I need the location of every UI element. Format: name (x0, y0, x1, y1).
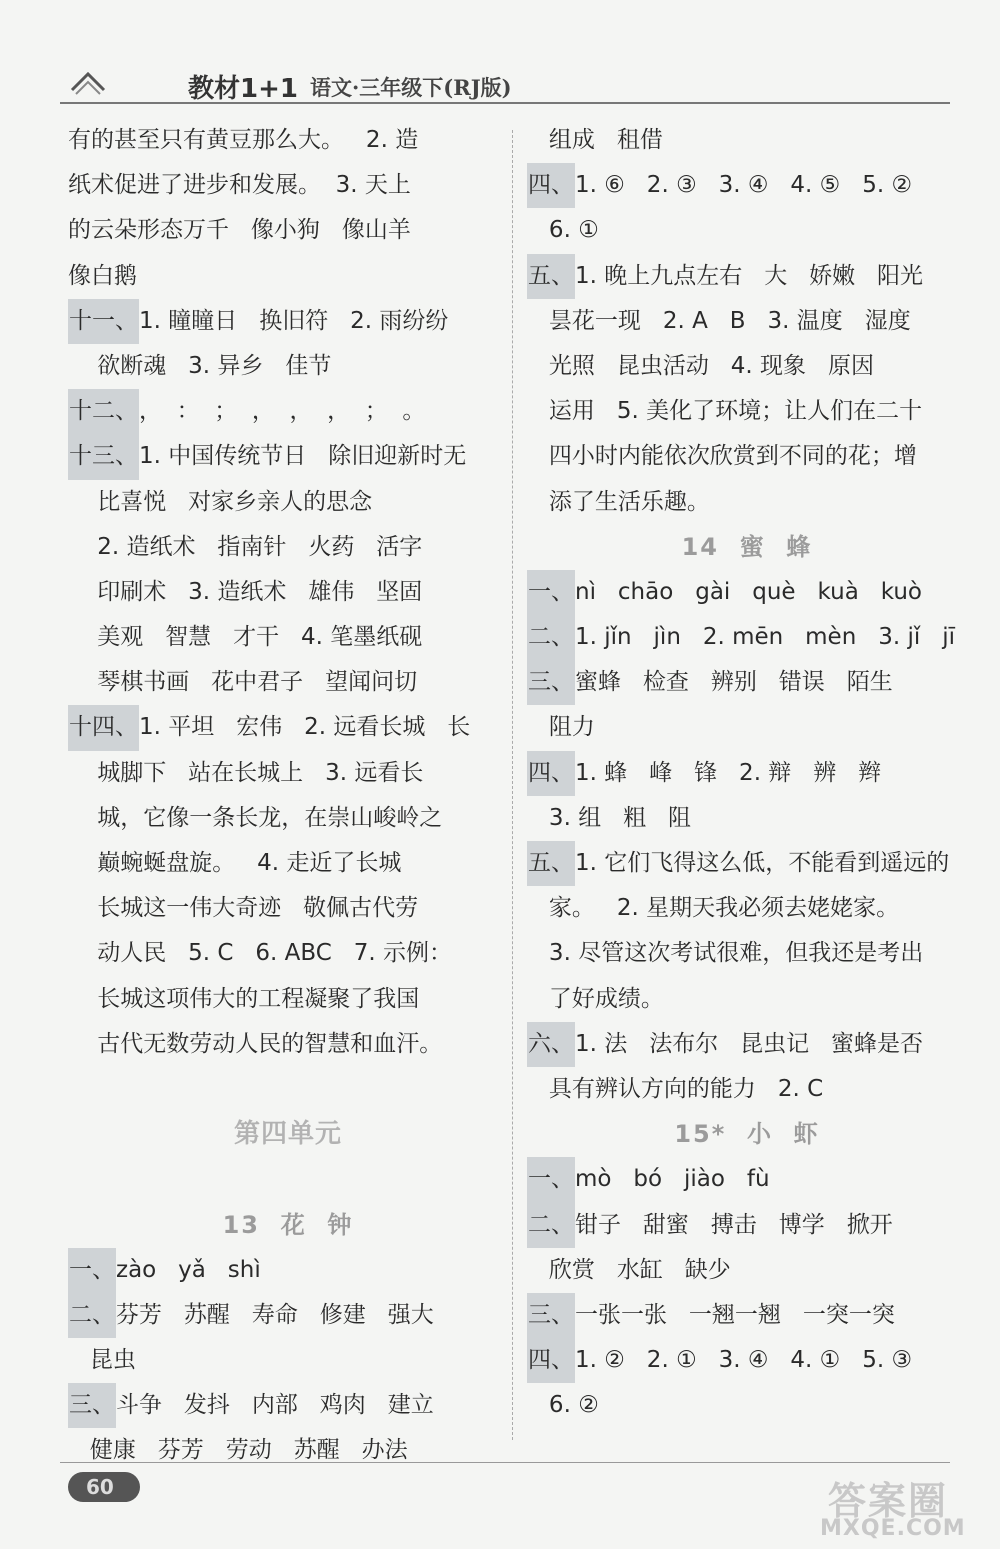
answer-text: 城脚下 站在长城上 3. 远看长 (68, 759, 424, 786)
page-number: 60 (86, 1475, 114, 1499)
answer-line (68, 660, 508, 705)
answer-text: 1. 晚上九点左右 大 娇嫩 阳光 (575, 262, 924, 289)
answer-text: 钳子 甜蜜 搏击 博学 掀开 (575, 1211, 893, 1238)
header-subtitle: 语文·三年级下(RJ版) (310, 75, 512, 100)
page-number-badge (68, 1472, 140, 1502)
section-label: 十四、 (68, 705, 139, 750)
answer-text: 1. 瞳瞳日 换旧符 2. 雨纷纷 (139, 307, 449, 334)
answer-line (68, 796, 508, 841)
column-divider (512, 130, 513, 1440)
section-label: 一、 (68, 1248, 116, 1293)
answer-text: 昆虫 (68, 1347, 136, 1374)
answer-text: 比喜悦 对家乡亲人的思念 (68, 488, 373, 515)
answer-line (68, 434, 508, 479)
answer-text: 印刷术 3. 造纸术 雄伟 坚固 (68, 578, 423, 605)
answer-text: 健康 芬芳 劳动 苏醒 办法 (68, 1437, 408, 1464)
answer-text: 昙花一现 2. A B 3. 温度 湿度 (527, 307, 911, 334)
spacer (68, 1067, 508, 1112)
answer-line (527, 1338, 967, 1383)
answer-text: 1. ② 2. ① 3. ④ 4. ① 5. ③ (575, 1347, 913, 1374)
answer-line (527, 299, 967, 344)
answer-line (68, 1248, 508, 1293)
answer-text: 1. ⑥ 2. ③ 3. ④ 4. ⑤ 5. ② (575, 172, 913, 199)
answer-line (527, 796, 967, 841)
answer-text: 1. 法 法布尔 昆虫记 蜜蜂是否 (575, 1030, 924, 1057)
answer-line (527, 570, 967, 615)
section-label: 三、 (68, 1383, 116, 1428)
answer-text: 长城这一伟大奇迹 敬佩古代劳 (68, 895, 419, 922)
answer-text: 的云朵形态万千 像小狗 像山羊 (68, 217, 411, 244)
answer-line (527, 208, 967, 253)
answer-line (68, 705, 508, 750)
answer-text: 欣赏 水缸 缺少 (527, 1256, 731, 1283)
section-label: 十二、 (68, 389, 139, 434)
answer-text: 阻力 (527, 714, 595, 741)
left-column (68, 118, 508, 1474)
section-label: 五、 (527, 254, 575, 299)
answer-text: 添了生活乐趣。 (527, 488, 710, 515)
answer-line (527, 705, 967, 750)
answer-line (527, 1157, 967, 1202)
answer-line (527, 1383, 967, 1428)
footer-rule (60, 1462, 950, 1463)
answer-line (68, 1022, 508, 1067)
answer-text: ， ： ； ， ， ， ； 。 (139, 398, 426, 425)
answer-text: 巅蜿蜒盘旋。 4. 走近了长城 (68, 850, 402, 876)
answer-line (527, 615, 967, 660)
answer-line (68, 163, 508, 208)
answer-line (68, 344, 508, 389)
answer-line (527, 1022, 967, 1067)
section-label: 二、 (527, 615, 575, 660)
answer-line (68, 615, 508, 660)
section-label: 四、 (527, 751, 575, 796)
section-label: 五、 (527, 841, 575, 886)
answer-line (527, 751, 967, 796)
header-rule (60, 102, 950, 104)
answer-text: zào yǎ shì (116, 1256, 261, 1283)
answer-text: 欲断魂 3. 异乡 佳节 (68, 352, 332, 379)
answer-line (527, 660, 967, 705)
section-label: 二、 (527, 1203, 575, 1248)
answer-line (527, 480, 967, 525)
answer-line (527, 841, 967, 886)
header-title: 教材1+1 (188, 74, 298, 104)
section-label: 六、 (527, 1022, 575, 1067)
lesson-heading: 13 花 钟 (222, 1210, 354, 1239)
answer-text: mò bó jiào fù (575, 1166, 770, 1193)
answer-text: 组成 租借 (527, 127, 663, 153)
page-header (60, 60, 950, 104)
answer-line (68, 931, 508, 976)
answer-text: 2. 造纸术 指南针 火药 活字 (68, 533, 423, 560)
answer-line (527, 344, 967, 389)
section-label: 十三、 (68, 434, 139, 479)
answer-text: 1. 平坦 宏伟 2. 远看长城 长 (139, 714, 471, 741)
answer-line (68, 299, 508, 344)
answer-text: 蜜蜂 检查 辨别 错误 陌生 (575, 669, 893, 696)
answer-text: 1. 蜂 峰 锋 2. 辩 辨 辫 (575, 759, 882, 786)
answer-line (68, 751, 508, 796)
section-label: 一、 (527, 570, 575, 615)
answer-text: 有的甚至只有黄豆那么大。 2. 造 (68, 127, 419, 153)
answer-text: 四小时内能依次欣赏到不同的花；增 (527, 443, 917, 470)
section-label: 三、 (527, 1293, 575, 1338)
right-column (527, 118, 967, 1428)
answer-text: 了好成绩。 (527, 985, 664, 1012)
answer-line (68, 118, 508, 163)
answer-text: 运用 5. 美化了环境；让人们在二十 (527, 398, 923, 425)
answer-line (527, 118, 967, 163)
section-label: 四、 (527, 163, 575, 208)
answer-line (527, 1248, 967, 1293)
answer-line (68, 977, 508, 1022)
answer-text: 具有辨认方向的能力 2. C (527, 1075, 824, 1102)
answer-line (527, 1067, 967, 1112)
section-label: 一、 (527, 1157, 575, 1202)
answer-text: 琴棋书画 花中君子 望闻问切 (68, 669, 418, 696)
answer-line (68, 1338, 508, 1383)
answer-text: 6. ② (527, 1392, 599, 1419)
answer-text: 像白鹅 (68, 262, 137, 289)
answer-text: 3. 尽管这次考试很难，但我还是考出 (527, 940, 924, 967)
answer-line (68, 525, 508, 570)
lesson-heading: 14 蜜 蜂 (681, 532, 813, 561)
answer-line (68, 208, 508, 253)
unit-heading: 第四单元 (233, 1119, 342, 1150)
answer-text: 6. ① (527, 217, 599, 244)
section-label: 二、 (68, 1293, 116, 1338)
answer-text: 一张一张 一翘一翘 一突一突 (575, 1301, 895, 1328)
watermark-url: MXQE.COM (820, 1516, 966, 1541)
section-label: 十一、 (68, 299, 139, 344)
answer-line (68, 1428, 508, 1473)
answer-text: nì chāo gài què kuà kuò (575, 578, 922, 605)
lesson-heading: 15* 小 虾 (674, 1120, 820, 1149)
answer-line (527, 163, 967, 208)
watermark (820, 1470, 990, 1546)
answer-text: 动人民 5. C 6. ABC 7. 示例： (68, 940, 453, 967)
answer-text: 古代无数劳动人民的智慧和血汗。 (68, 1030, 443, 1057)
answer-line (68, 480, 508, 525)
section-label: 三、 (527, 660, 575, 705)
answer-line (68, 1383, 508, 1428)
spacer (68, 1157, 508, 1202)
answer-text: 1. 它们飞得这么低，不能看到遥远的 (575, 850, 950, 876)
answer-line (68, 886, 508, 931)
answer-line (527, 434, 967, 479)
section-label: 四、 (527, 1338, 575, 1383)
answer-text: 美观 智慧 才干 4. 笔墨纸砚 (68, 624, 423, 651)
answer-line (527, 1293, 967, 1338)
watermark-logo-text: 答案圈 (828, 1479, 949, 1523)
answer-text: 3. 组 粗 阻 (527, 804, 692, 831)
answer-line (527, 977, 967, 1022)
answer-text: 家。 2. 星期天我必须去姥姥家。 (527, 895, 900, 922)
book-logo-icon (68, 68, 108, 98)
answer-line (68, 389, 508, 434)
answer-line (68, 1293, 508, 1338)
answer-text: 长城这项伟大的工程凝聚了我国 (68, 985, 420, 1012)
answer-line (68, 254, 508, 299)
answer-line (68, 570, 508, 615)
answer-text: 纸术促进了进步和发展。 3. 天上 (68, 172, 411, 199)
answer-line (68, 841, 508, 886)
answer-line (527, 931, 967, 976)
answer-text: 芬芳 苏醒 寿命 修建 强大 (116, 1301, 434, 1328)
answer-text: 城，它像一条长龙，在崇山峻岭之 (68, 804, 443, 831)
answer-line (527, 254, 967, 299)
answer-text: 1. jǐn jìn 2. mēn mèn 3. jǐ jī (575, 624, 955, 651)
answer-text: 斗争 发抖 内部 鸡肉 建立 (116, 1392, 434, 1419)
answer-line (527, 1203, 967, 1248)
answer-text: 1. 中国传统节日 除旧迎新时无 (139, 443, 467, 470)
answer-text: 光照 昆虫活动 4. 现象 原因 (527, 352, 874, 379)
answer-line (527, 886, 967, 931)
answer-line (527, 389, 967, 434)
